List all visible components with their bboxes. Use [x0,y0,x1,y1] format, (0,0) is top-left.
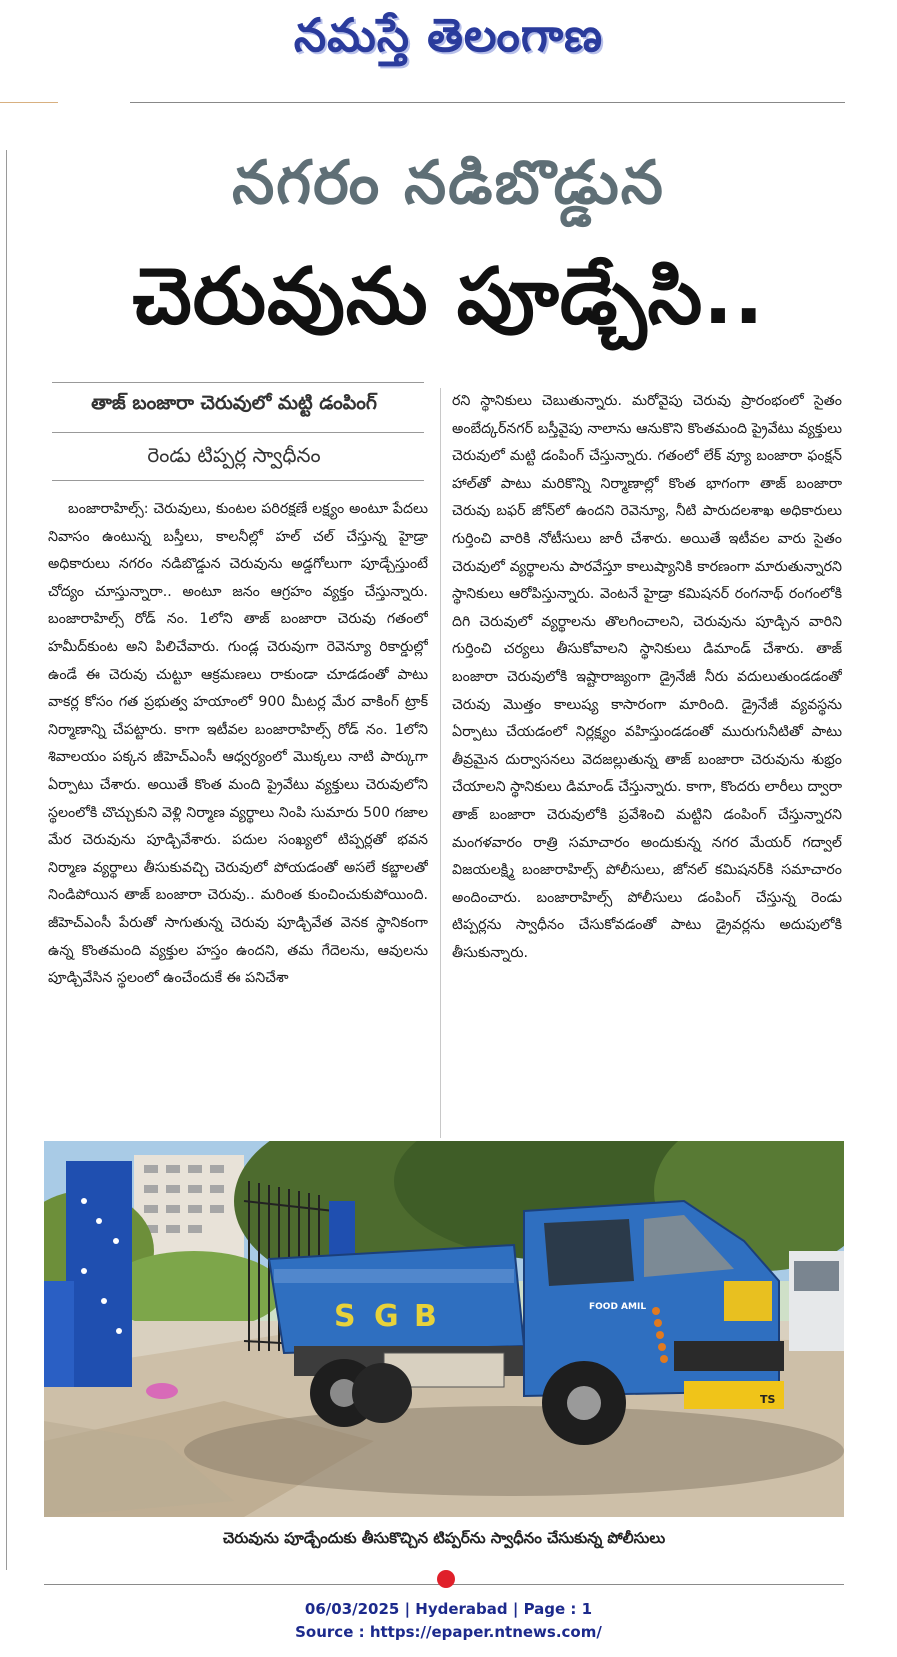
article-subheading-secondary: రెండు టిప్పర్ల స్వాధీనం [147,443,321,467]
subheading-rule-bottom [52,480,424,481]
cab-door-text: FOOD AMIL [589,1302,647,1312]
truck-letter: S [334,1299,356,1334]
body-paragraph: రని స్థానికులు చెబుతున్నారు. మరోవైపు చెరువు ప్రారంభంలో సైతం అంబేద్కర్‌నగర్ బస్తీవైపు నాలాను ఆనుకొని కొంతమంది ప్రైవేటు వ్యక్తులు చెరువులో మట్టి డంపింగ్ చేస్తున్నారు. గతంలో లేక్ వ్యూ బంజారా ఫంక్షన్ హాల్‌తో పాటు మరికొన్ని నిర్మాణాల్లో కొంత భాగంగా తాజ్ బంజారా చెరువు బఫర్ జోన్‌లో ఉందని రెవెన్యూ, నీటి పారుదలశాఖ అధికారులు గుర్తించి వారికి నోటీసులు జారీ చేశారు. అయితే ఇటీవల వారు సైతం చెరువులో వ్యర్థాలను పారవేస్తూ కాలుష్యానికి కారణంగా మారుతున్నారని స్థానికులు ఆరోపిస్తున్నారు. వెంటనే హైడ్రా కమిషనర్ రంగనాథ్ రంగంలోకి దిగి చెరువులో వ్యర్థాలను తొలగించాలని, చెరువును పూడ్చిన వారిని గుర్తించి చర్యలు తీసుకోవాలని స్థానికులు డిమాండ్ చేశారు. తాజ్ బంజారా చెరువులోకి ఇష్టారాజ్యంగా డ్రైనేజీ నీరు వదులుతుండడంతో చెరువు మొత్తం కాలుష్య కాసారంగా మారింది. డ్రైనేజీ వ్యవస్థను ఏర్పాటు చేయడంలో నిర్లక్ష్యం వహిస్తుండడంతో మురుగునీటితో పాటు తీవ్రమైన దుర్వాసనలు వెదజల్లుతున్న తాజ్ బంజారా చెరువును శుభ్రం చేయాలని స్థానికులు డిమాండ్ చేస్తున్నారు. కాగా, కొందరు లారీలు ద్వారా తాజ్ బంజారా చెరువులోకి ప్రవేశించి మట్టిని డంపింగ్ చేస్తున్నారని మంగళవారం రాత్రి సమాచారం అందుకున్న నగర మేయర్ గద్వాల్ విజయలక్ష్మి బంజారాహిల్స్ పోలీసులు, జోనల్ కమిషనర్‌కి సమాచారం అందించారు. బంజారాహిల్స్ పోలీసులు డంపింగ్ చేస్తున్న రెండు టిప్పర్లను స్వాధీనం చేసుకోవడంతో పాటు డ్రైవర్లను అదుపులోకి తీసుకున్నారు. [452,393,842,961]
column-divider [440,388,441,1138]
article-photo-tipper-truck [44,1141,844,1517]
masthead-rule [130,102,845,103]
body-paragraph: బంజారాహిల్స్: చెరువులు, కుంటల పరిరక్షణే లక్ష్యం అంటూ పేదలు నివాసం ఉంటున్న బస్తీలు, కాలనీల్లో హల్ చల్ చేస్తున్న హైడ్రా అధికారులు నగరం నడిబొడ్డున చెరువును అడ్డగోలుగా పూడ్చేస్తుంటే చోద్యం చూస్తున్నారా.. అంటూ జనం ఆగ్రహం వ్యక్తం చేస్తున్నారు. బంజారాహిల్స్ రోడ్ నం. 1లోని తాజ్ బంజారా చెరువు గతంలో హమీద్‌కుంట అని పిలిచేవారు. గుండ్ల చెరువుగా రెవెన్యూ రికార్డుల్లో ఉండే ఈ చెరువు చుట్టూ ఆక్రమణలు రాకుండా చూడడంతో పాటు వాకర్ల కోసం గత ప్రభుత్వ హయాంలో 900 మీటర్ల మేర వాకింగ్ ట్రాక్ నిర్మాణాన్ని చేపట్టారు. కాగా ఇటీవల బంజారాహిల్స్ రోడ్ నం. 1లోని శివాలయం పక్కన జీహెచ్ఎంసీ ఆధ్వర్యంలో మొక్కలు నాటి పార్కుగా ఏర్పాటు చేశారు. అయితే కొంత మంది ప్రైవేటు వ్యక్తులు చెరువులోని స్థలంలోకి చొచ్చుకుని వెళ్లి నిర్మాణ వ్యర్థాలు నింపి సుమారు 500 గజాల మేర చెరువును పూడ్చివేశారు. పదుల సంఖ్యలో టిప్పర్లతో భవన నిర్మాణ వ్యర్థాలు తీసుకువచ్చి చెరువులో పోయడంతో అసలే కబ్జాలతో నిండిపోయిన తాజ్ బంజారా చెరువు.. మరింత కుంచించుకుపోయింది. జీహెచ్ఎంసీ పేరుతో సాగుతున్న చెరువు పూడ్చివేత వెనక స్థానికంగా ఉన్న కొంతమంది వ్యక్తుల హస్తం ఉందని, తమ గేదెలను, ఆవులను పూడ్చివేసిన స్థలంలో ఉంచేందుకే ఈ పనిచేశా [48,501,428,987]
article-body-right-column [452,388,842,1140]
footer-date-line: 06/03/2025 | Hyderabad | Page : 1 [304,1600,593,1618]
truck-letter: G [374,1299,399,1334]
article-headline: చెరువును పూడ్చేసి.. [132,252,765,342]
footer-source-link[interactable]: Source : https://epaper.ntnews.com/ [295,1623,602,1641]
number-plate-text: TS [760,1393,776,1406]
page-margin-rule [6,150,7,1570]
subheading-rule-middle [52,432,424,433]
article-subheading-primary: తాజ్ బంజారా చెరువులో మట్టి డంపింగ్ [91,392,377,414]
truck-letter: B [414,1299,437,1334]
subheading-rule-top [52,382,424,383]
article-body-left-column [48,496,428,1140]
masthead-logo: నమస్తే తెలంగాణ [293,8,604,62]
page-marker-dot [437,1570,455,1588]
masthead-rule-left [0,102,58,103]
photo-caption: చెరువును పూడ్చేందుకు తీసుకొచ్చిన టిప్పర్‌ను స్వాధీనం చేసుకున్న పోలీసులు [222,1529,666,1547]
article-kicker: నగరం నడిబొడ్డున [232,148,665,218]
